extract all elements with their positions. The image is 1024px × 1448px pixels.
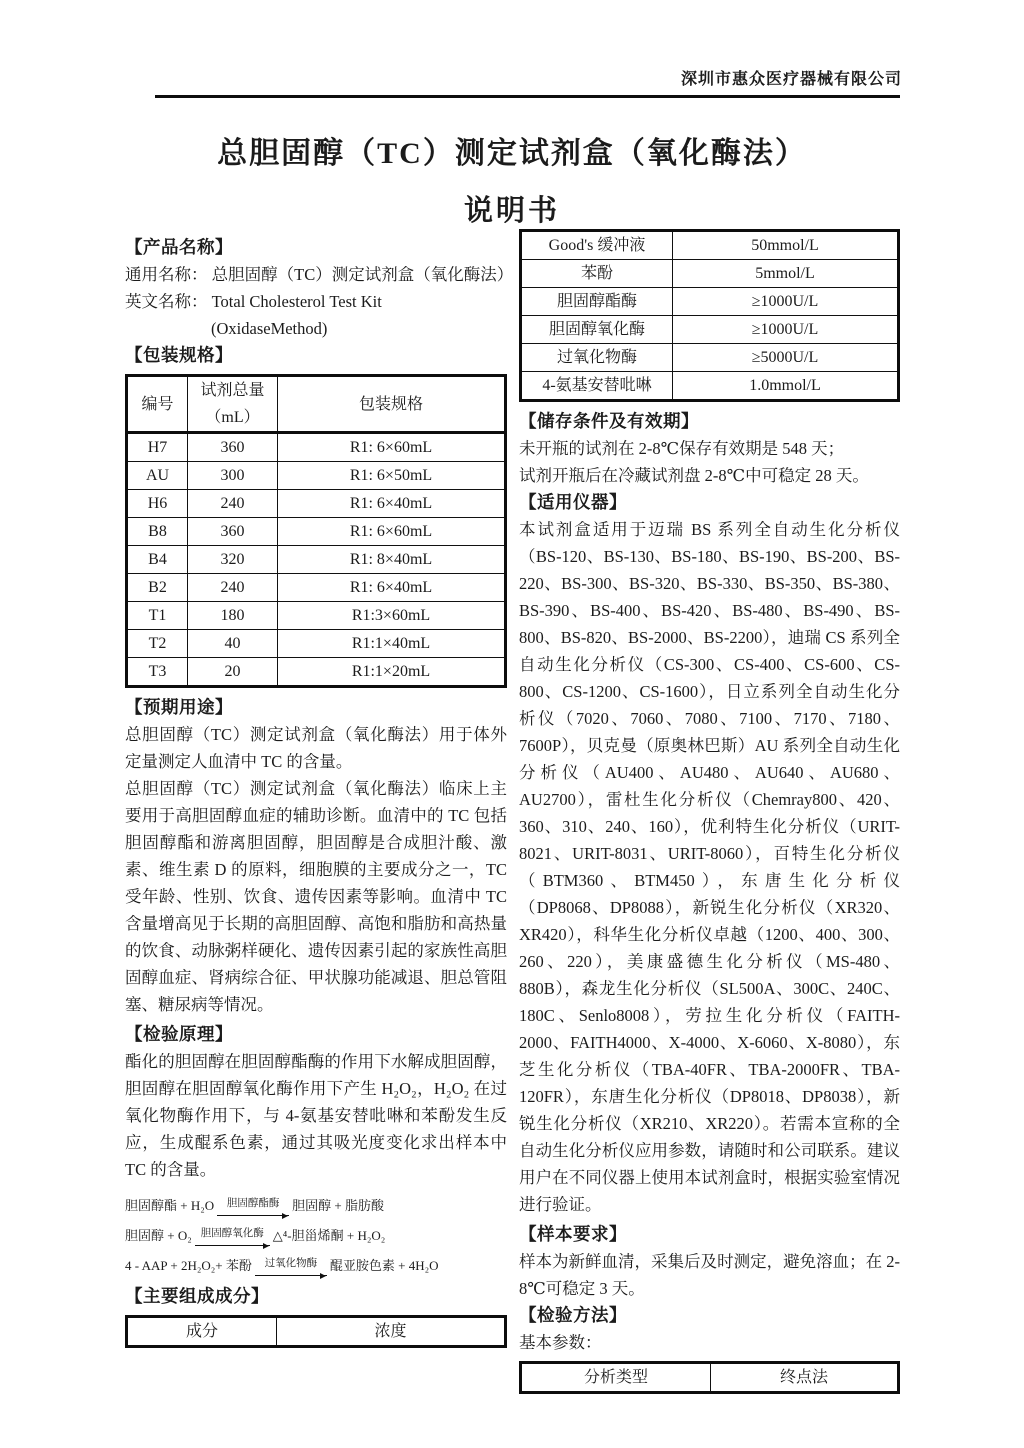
reaction-equations	[125, 1191, 507, 1281]
section-heading-instruments: 【适用仪器】	[519, 492, 627, 512]
table-row: T1 180 R1:3×60mL	[127, 602, 506, 630]
composition-col-concentration: 浓度	[277, 1317, 506, 1347]
section-heading-storage: 【储存条件及有效期】	[519, 411, 699, 431]
table-row: 胆固醇氧化酶 ≥1000U/L	[521, 316, 899, 344]
section-heading-packaging: 【包装规格】	[125, 345, 233, 365]
table-row: B2 240 R1: 6×40mL	[127, 574, 506, 602]
table-row: 胆固醇酯酶 ≥1000U/L	[521, 288, 899, 316]
reaction-arrow-icon: 胆固醇氧化酶	[195, 1228, 270, 1246]
storage-line-2: 试剂开瓶后在冷藏试剂盘 2-8℃中可稳定 28 天。	[519, 466, 869, 485]
packaging-table-header-row	[127, 376, 506, 433]
reaction-equation-3: 4 - AAP + 2H₂O₂+ 苯酚 过氧化物酶 醌亚胺色素 + 4H₂O	[125, 1251, 507, 1281]
reaction-equation-1: 胆固醇酯 + H₂O 胆固醇酯酶 胆固醇 + 脂肪酸	[125, 1191, 507, 1221]
english-name-line: 英文名称： Total Cholesterol Test Kit	[125, 292, 382, 311]
section-heading-sample: 【样本要求】	[519, 1224, 627, 1244]
table-row: T2 40 R1:1×40mL	[127, 630, 506, 658]
section-heading-product-name: 【产品名称】	[125, 237, 233, 257]
table-row: T3 20 R1:1×20mL	[127, 658, 506, 687]
table-row: 苯酚 5mmol/L	[521, 260, 899, 288]
analysis-method-cell: 终点法	[711, 1363, 899, 1393]
document-subtitle: 说明书	[463, 195, 560, 227]
company-name: 深圳市惠众医疗器械有限公司	[680, 71, 902, 88]
section-heading-method: 【检验方法】	[519, 1305, 627, 1325]
composition-header-table	[125, 1315, 507, 1348]
principle-paragraph: 酯化的胆固醇在胆固醇酯酶的作用下水解成胆固醇，胆固醇在胆固醇氧化酶作用下产生 H₂O₂，H₂O₂ 在过氧化物酶作用下，与 4-氨基安替吡啉和苯酚发生反应，生成醌系色素，通过其吸光度变化求出样本中 TC 的含量。	[125, 1052, 507, 1179]
table-row: H6 240 R1: 6×40mL	[127, 490, 506, 518]
storage-line-1: 未开瓶的试剂在 2-8℃保存有效期是 548 天；	[519, 439, 845, 458]
table-row	[521, 1363, 899, 1393]
table-row: B4 320 R1: 8×40mL	[127, 546, 506, 574]
composition-values-table	[519, 229, 900, 402]
intended-use-paragraph-2: 总胆固醇（TC）测定试剂盒（氧化酶法）临床上主要用于高胆固醇血症的辅助诊断。血清中的 TC 包括胆固醇酯和游离胆固醇，胆固醇是合成胆汁酸、激素、维生素 D 的原料，细胞膜的主要成分之一，TC 受年龄、性别、饮食、遗传因素等影响。血清中 TC 含量增高见于长期的高胆固醇、高饱和脂肪和高热量的饮食、动脉粥样硬化、遗传因素引起的家族性高胆固醇血症、肾病综合征、甲状腺功能减退、胆总管阻塞、糖尿病等情况。	[125, 779, 507, 1014]
left-column	[125, 234, 514, 1354]
table-row: Good's 缓冲液 50mmol/L	[521, 231, 899, 260]
header-divider	[155, 95, 900, 98]
packaging-col-id: 编号	[127, 376, 188, 433]
analysis-type-cell: 分析类型	[521, 1363, 711, 1393]
packaging-col-spec: 包装规格	[278, 376, 506, 433]
composition-col-component: 成分	[127, 1317, 277, 1347]
right-column	[519, 229, 900, 1400]
table-row: H7 360 R1: 6×60mL	[127, 433, 506, 462]
reaction-equation-2: 胆固醇 + O₂ 胆固醇氧化酶 △⁴-胆甾烯酮 + H₂O₂	[125, 1221, 507, 1251]
method-intro-line: 基本参数：	[519, 1333, 602, 1352]
table-row: 4-氨基安替吡啉 1.0mmol/L	[521, 372, 899, 401]
table-row	[127, 1317, 506, 1347]
packaging-col-volume: 试剂总量 （mL）	[188, 376, 278, 433]
generic-name-line: 通用名称： 总胆固醇（TC）测定试剂盒（氧化酶法）	[125, 265, 514, 284]
section-heading-intended-use: 【预期用途】	[125, 697, 233, 717]
reaction-arrow-icon: 过氧化物酶	[255, 1258, 327, 1276]
method-parameters-table	[519, 1361, 900, 1394]
table-row: 过氧化物酶 ≥5000U/L	[521, 344, 899, 372]
section-heading-composition: 【主要组成成分】	[125, 1286, 269, 1306]
section-heading-principle: 【检验原理】	[125, 1024, 233, 1044]
intended-use-paragraph-1: 总胆固醇（TC）测定试剂盒（氧化酶法）用于体外定量测定人血清中 TC 的含量。	[125, 725, 507, 771]
instruments-paragraph: 本试剂盒适用于迈瑞 BS 系列全自动生化分析仪（BS-120、BS-130、BS-180、BS-190、BS-200、BS-220、BS-300、BS-320、BS-330、BS-350、BS-380、BS-390、BS-400、BS-420、BS-480、BS-490、BS-800、BS-820、BS-2000、BS-2200），迪瑞 CS 系列全自动生化分析仪（CS-300、CS-400、CS-600、CS-800、CS-1200、CS-1600），日立系列全自动生化分析仪（7020、7060、7080、7100、7170、7180、7600P），贝克曼（原奥林巴斯）AU 系列全自动生化分析仪（AU400、AU480、AU640、AU680、AU2700），雷杜生化分析仪（Chemray800、420、360、310、240、160），优利特生化分析仪（URIT-8021、URIT-8031、URIT-8060），百特生化分析仪（BTM360、BTM450），东唐生化分析仪（DP8068、DP8088），新锐生化分析仪（XR320、XR420），科华生化分析仪卓越（1200、400、300、260、220），美康盛德生化分析仪（MS-480、880B），森龙生化分析仪（SL500A、300C、240C、180C、Senlo8008），劳拉生化分析仪（FAITH-2000、FAITH4000、X-4000、X-6060、X-8080），东芝生化分析仪（TBA-40FR、TBA-2000FR、TBA-120FR），东唐生化分析仪（DP8018、DP8038），新锐生化分析仪（XR210、XR220）。若需本宣称的全自动生化分析仪应用参数，请随时和公司联系。建议用户在不同仪器上使用本试剂盒时，根据实验室情况进行验证。	[519, 520, 900, 1214]
reaction-arrow-icon: 胆固醇酯酶	[217, 1198, 289, 1216]
sample-paragraph: 样本为新鲜血清，采集后及时测定，避免溶血；在 2-8℃可稳定 3 天。	[519, 1252, 900, 1298]
packaging-table	[125, 374, 507, 688]
table-row: AU 300 R1: 6×50mL	[127, 462, 506, 490]
english-name-line2: (OxidaseMethod)	[211, 319, 328, 338]
table-row: B8 360 R1: 6×60mL	[127, 518, 506, 546]
document-title: 总胆固醇（TC）测定试剂盒（氧化酶法）	[217, 137, 807, 170]
